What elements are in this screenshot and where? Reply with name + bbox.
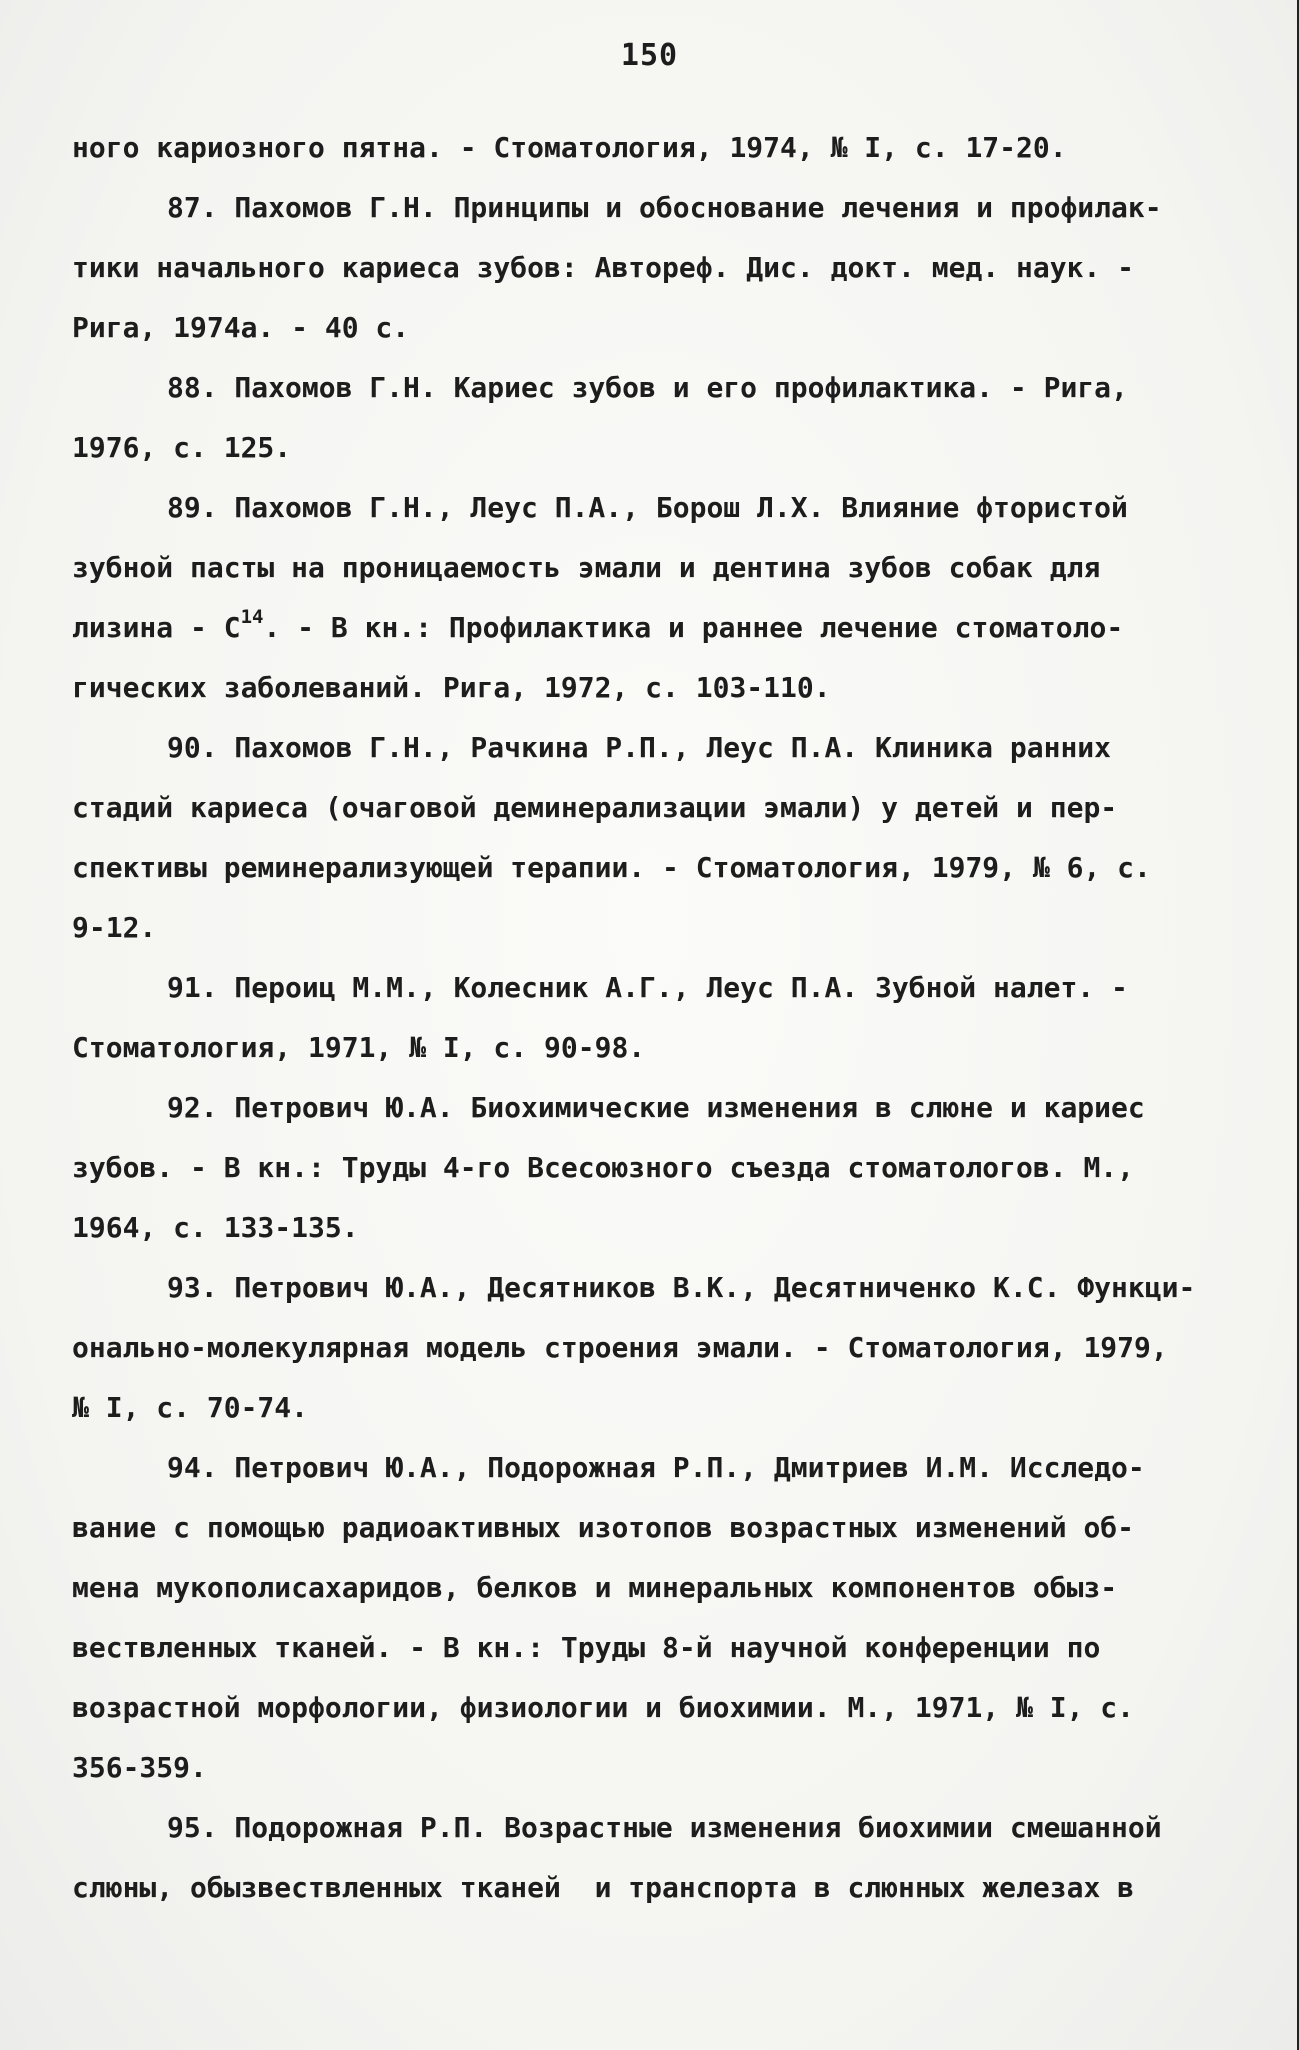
reference-line: 90. Пахомов Г.Н., Рачкина Р.П., Леус П.А. Клиника ранних [167, 731, 1112, 764]
isotope-superscript: 14 [240, 605, 264, 628]
reference-line-with-superscript [72, 598, 1232, 658]
reference-line: спективы реминерализующей терапии. - Стоматология, 1979, № 6, с. [72, 851, 1151, 884]
reference-line: 91. Пероиц М.М., Колесник А.Г., Леус П.А. Зубной налет. - [167, 971, 1128, 1004]
reference-line: ного кариозного пятна. - Стоматология, 1974, № I, с. 17-20. [72, 131, 1067, 164]
reference-line: 95. Подорожная Р.П. Возрастные изменения биохимии смешанной [167, 1811, 1162, 1844]
reference-text: лизина - C [72, 611, 241, 644]
reference-line: мена мукополисахаридов, белков и минеральных компонентов обыз- [72, 1571, 1118, 1604]
reference-line: вествленных тканей. - В кн.: Труды 8-й научной конференции по [72, 1631, 1101, 1664]
reference-line: возрастной морфологии, физиологии и биохимии. М., 1971, № I, с. [72, 1691, 1135, 1724]
reference-line: зубной пасты на проницаемость эмали и дентина зубов собак для [72, 551, 1101, 584]
reference-line: Стоматология, 1971, № I, с. 90-98. [72, 1031, 646, 1064]
reference-line: 9-12. [72, 911, 157, 944]
reference-line: зубов. - В кн.: Труды 4-го Всесоюзного съезда стоматологов. М., [72, 1151, 1135, 1184]
reference-line: стадий кариеса (очаговой деминерализации эмали) у детей и пер- [72, 791, 1118, 824]
bibliography-text [72, 118, 1232, 1918]
reference-line: 356-359. [72, 1751, 207, 1784]
reference-line: тики начального кариеса зубов: Автореф. Дис. докт. мед. наук. - [72, 251, 1135, 284]
reference-line: 94. Петрович Ю.А., Подорожная Р.П., Дмитриев И.М. Исследо- [167, 1451, 1145, 1484]
reference-text: . - В кн.: Профилактика и раннее лечение стоматоло- [263, 611, 1124, 644]
reference-line: Рига, 1974а. - 40 с. [72, 311, 410, 344]
reference-line: 89. Пахомов Г.Н., Леус П.А., Борош Л.Х. Влияние фтористой [167, 491, 1128, 524]
reference-line: 93. Петрович Ю.А., Десятников В.К., Десятниченко К.С. Функци- [167, 1271, 1196, 1304]
reference-line: 92. Петрович Ю.А. Биохимические изменения в слюне и кариес [167, 1091, 1145, 1124]
reference-line: 88. Пахомов Г.Н. Кариес зубов и его профилактика. - Рига, [167, 371, 1128, 404]
reference-line: онально-молекулярная модель строения эмали. - Стоматология, 1979, [72, 1331, 1168, 1364]
reference-line: 1976, с. 125. [72, 431, 292, 464]
reference-line: вание с помощью радиоактивных изотопов возрастных изменений об- [72, 1511, 1135, 1544]
page-number: 150 [620, 38, 679, 73]
reference-line: 87. Пахомов Г.Н. Принципы и обоснование лечения и профилак- [167, 191, 1162, 224]
reference-line: слюны, обызвествленных тканей и транспорта в слюнных железах в [72, 1871, 1135, 1904]
reference-line: № I, с. 70-74. [72, 1391, 309, 1424]
reference-line: гических заболеваний. Рига, 1972, с. 103-110. [72, 671, 831, 704]
reference-line: 1964, с. 133-135. [72, 1211, 359, 1244]
